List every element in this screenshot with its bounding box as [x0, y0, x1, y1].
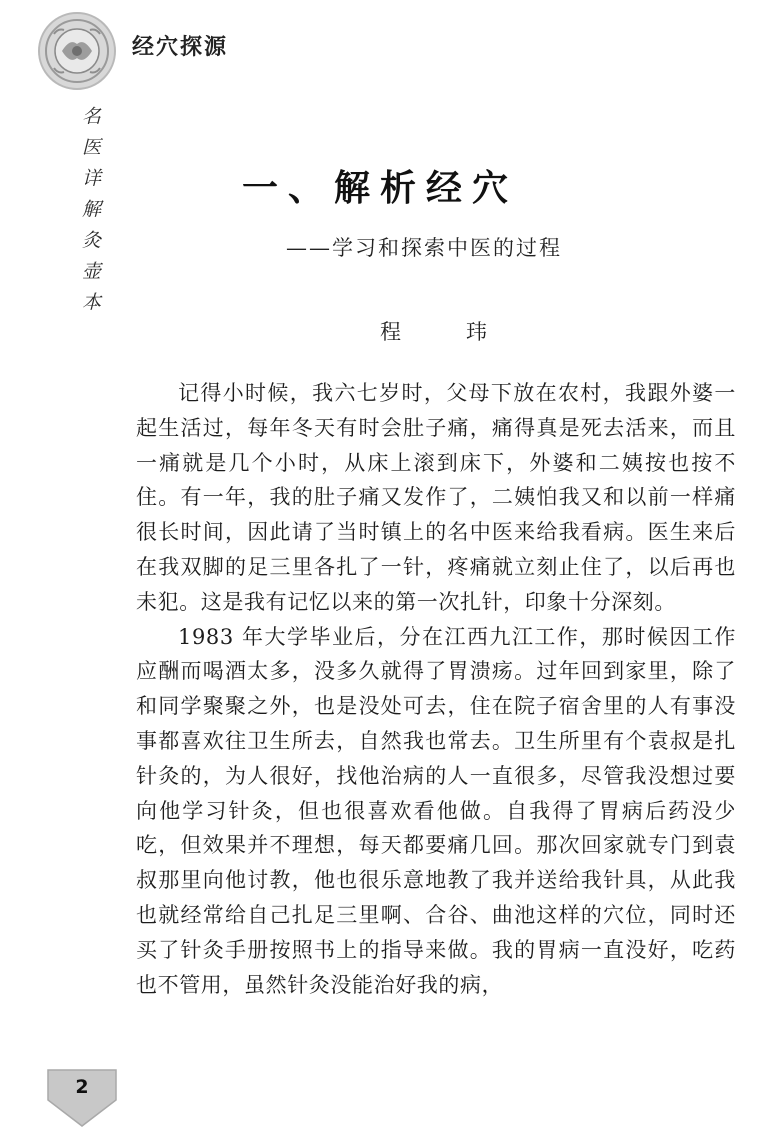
page-number: 2: [75, 1076, 89, 1098]
body-text: [136, 376, 736, 1002]
series-title: 名医详解灸壶本: [79, 106, 101, 323]
ornamental-seal-icon: [38, 12, 116, 90]
running-head: 经穴探源: [132, 35, 229, 60]
paragraph: 记得小时候，我六七岁时，父母下放在农村，我跟外婆一起生活过，每年冬天有时会肚子痛，痛得真是死去活来，而且一痛就是几个小时，从床上滚到床下，外婆和二姨按也按不住。有一年，我的肚子痛又发作了，二姨怕我又和以前一样痛很长时间，因此请了当时镇上的名中医来给我看病。医生来后在我双脚的足三里各扎了一针，疼痛就立刻止住了，以后再也未犯。这是我有记忆以来的第一次扎针，印象十分深刻。: [136, 381, 736, 614]
paragraph: 1983 年大学毕业后，分在江西九江工作，那时候因工作应酬而喝酒太多，没多久就得了胃溃疡。过年回到家里，除了和同学聚聚之外，也是没处可去，住在院子宿舍里的人有事没事都喜欢往卫生所去，自然我也常去。卫生所里有个袁叔是扎针灸的，为人很好，找他治病的人一直很多，尽管我没想过要向他学习针灸，但也很喜欢看他做。自我得了胃病后药没少吃，但效果并不理想，每天都要痛几回。那次回家就专门到袁叔那里向他讨教，他也很乐意地教了我并送给我针具，从此我也就经常给自己扎足三里啊、合谷、曲池这样的穴位，同时还买了针灸手册按照书上的指导来做。我的胃病一直没好，吃药也不管用，虽然针灸没能治好我的病，: [136, 624, 736, 997]
chapter-title: 一、解析经穴: [241, 168, 518, 209]
subtitle: ——学习和探索中医的过程: [286, 236, 562, 260]
author-name: 程 玮: [380, 320, 509, 344]
